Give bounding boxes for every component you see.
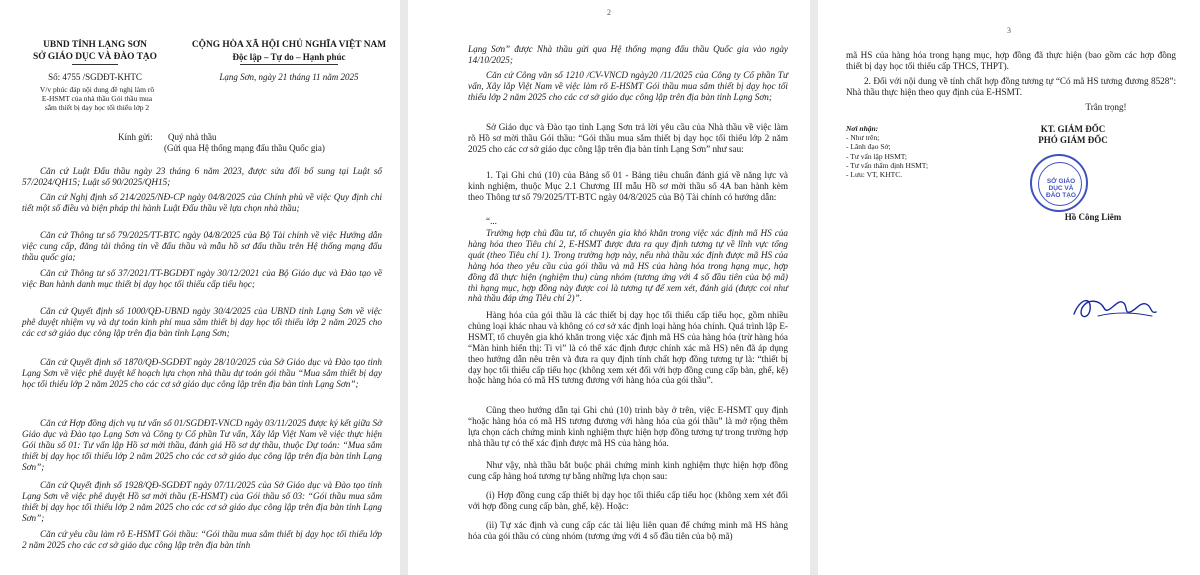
paragraph: Căn cứ Nghị định số 214/2025/NĐ-CP ngày 04/8/2025 của Chính phủ về việc Quy định chi tiết một số điều và biện pháp thi hành Luật Đấu thầu về lựa chọn nhà thầu;	[22, 192, 382, 213]
paragraph: Lạng Sơn” được Nhà thầu gửi qua Hệ thống mạng đấu thầu Quốc gia vào ngày 14/10/2025;	[468, 44, 788, 65]
paragraph: 2. Đối với nội dung về tính chất hợp đồng tương tự “Có mã HS tương đương 8528”: Nhà thầu thực hiện theo quy định của E-HSMT.	[846, 76, 1176, 97]
nation-underline	[240, 64, 338, 65]
paragraph: Như vậy, nhà thầu bắt buộc phải chứng minh kinh nghiệm thực hiện hợp đồng cung cấp hàng hoá tương tự bằng những lựa chọn sau:	[468, 460, 788, 481]
recipient-item: - Lãnh đạo Sở;	[846, 142, 891, 152]
recipient-item: - Lưu: VT, KHTC.	[846, 170, 903, 180]
paragraph: “...	[486, 216, 497, 226]
page-number: 3	[1007, 26, 1011, 35]
page-number: 2	[607, 8, 611, 17]
recipients-list	[846, 124, 1006, 179]
nation-line-1: CỘNG HÒA XÃ HỘI CHỦ NGHĨA VIỆT NAM	[191, 40, 387, 50]
recipient-label: Kính gửi:	[118, 132, 153, 142]
paragraph: Cũng theo hướng dẫn tại Ghi chú (10) trình bày ở trên, việc E-HSMT quy định “hoặc hàng hóa có mã HS tương đương với hàng hóa của gói thầu” là mở rộng thêm lựa chọn cách chứng minh kinh nghiệm thực hiện hợp đồng tương tự trong trường hợp nhà thầu tự có thể xác định được mã HS của hàng hóa.	[468, 405, 788, 448]
paragraph: Sở Giáo dục và Đào tạo tỉnh Lạng Sơn trả lời yêu cầu của Nhà thầu về việc làm rõ Hồ sơ mời thầu Gói thầu: “Gói thầu mua sắm thiết bị dạy học tối thiểu lớp 2 năm 2025 cho các cơ sở giáo dục công lập trên địa bàn tỉnh Lạng Sơn” như sau:	[468, 122, 788, 154]
paragraph: Căn cứ Quyết định số 1000/QĐ-UBND ngày 30/4/2025 của UBND tỉnh Lạng Sơn về việc phê duyệt nhiệm vụ và dự toán kinh phí mua sắm thiết bị dạy học tối thiểu lớp 2 năm 2025 cho các cơ sở giáo dục công lập trên địa bàn tỉnh Lạng Sơn;	[22, 306, 382, 338]
paragraph: Căn cứ Thông tư số 79/2025/TT-BTC ngày 04/8/2025 của Bộ Tài chính về việc Hướng dẫn việc cung cấp, đăng tải thông tin về đấu thầu và mẫu hồ sơ đấu thầu trên Hệ thống mạng đấu thầu quốc gia;	[22, 230, 382, 262]
document-page-2	[408, 0, 810, 575]
recipient-item: - Tư vấn thẩm định HSMT;	[846, 160, 929, 170]
official-stamp	[1030, 154, 1088, 212]
closing: Trân trọng!	[1085, 102, 1127, 112]
paragraph: Hàng hóa của gói thầu là các thiết bị dạy học tối thiểu cấp tiểu học, gồm nhiều chủng loại khác nhau và không có cơ sở xác định loại hàng hóa chính. Quá trình lập E-HSMT, tổ chuyên gia khó khăn trong việc xác định mã HS của hàng hóa (trừ hàng hóa “Màn hình hiển thị: Ti vi” là có thể xác định được chính xác mã HS) nên đã áp dụng theo hướng dẫn nêu trên và đưa ra quy định tính chất hợp đồng tương tự là: “thiết bị dạy học tối thiểu cấp tiểu học (không xem xét đối với hợp đồng cung cấp bàn, ghế, kệ) hoặc hàng hóa có mã HS tương đương với hàng hóa của gói thầu”.	[468, 310, 788, 386]
paragraph: (i) Hợp đồng cung cấp thiết bị dạy học tối thiểu cấp tiểu học (không xem xét đối với hợp đồng cung cấp bàn, ghế, kệ). Hoặc:	[468, 490, 788, 511]
document-page-3	[818, 0, 1200, 575]
paragraph: Căn cứ yêu cầu làm rõ E-HSMT Gói thầu: “Gói thầu mua sắm thiết bị dạy học tối thiểu lớp 2 năm 2025 cho các cơ sở giáo dục công lập trên địa bàn tỉnh	[22, 529, 382, 550]
signature-block	[988, 124, 1158, 244]
org-line-1: UBND TỈNH LẠNG SƠN	[43, 40, 147, 50]
sign-title-1: KT. GIÁM ĐỐC	[1040, 124, 1106, 134]
stamp-text: SỞ GIÁO DỤC VÀ ĐÀO TẠO	[1046, 178, 1076, 199]
org-line-2: SỞ GIÁO DỤC VÀ ĐÀO TẠO	[33, 52, 157, 62]
recipients-title: Nơi nhận:	[846, 124, 879, 133]
nation-line-2: Độc lập – Tự do – Hạnh phúc	[232, 52, 346, 62]
place-date: Lạng Sơn, ngày 21 tháng 11 năm 2025	[219, 72, 359, 82]
recipient-item: - Tư vấn lập HSMT;	[846, 151, 908, 161]
recipient-item: - Như trên;	[846, 133, 880, 143]
paragraph: Căn cứ Quyết định số 1928/QĐ-SGDĐT ngày 07/11/2025 của Sở Giáo dục và Đào tạo tỉnh Lạng Sơn về việc phê duyệt Hồ sơ mời thầu (E-HSMT) của Gói thầu số 03: “Gói thầu mua sắm thiết bị dạy học tối thiểu lớp 2 năm 2025 cho các cơ sở giáo dục công lập trên địa bàn tỉnh Lạng Sơn”;	[22, 480, 382, 523]
paragraph: mã HS của hàng hóa trong hạng mục, hợp đồng đã thực hiện (bao gồm các hợp đồng thiết bị dạy học tối thiểu cấp THCS, THPT).	[846, 50, 1176, 71]
paragraph: 1. Tại Ghi chú (10) của Bảng số 01 - Bảng tiêu chuẩn đánh giá về năng lực và kinh nghiệm, thuộc Mục 2.1 Chương III mẫu Hồ sơ mời thầu số 4A ban hành kèm theo Thông tư số 79/2025/TT-BTC ngày 04/8/2025 của Bộ Tài chính có hướng dẫn:	[468, 170, 788, 202]
signer-name: Hồ Công Liêm	[1064, 212, 1122, 222]
recipient-note: (Gửi qua Hệ thống mạng đấu thầu Quốc gia)	[164, 143, 325, 153]
recipient-name: Quý nhà thầu	[168, 132, 217, 142]
quoted-guidance: Trường hợp chủ đầu tư, tổ chuyên gia khó khăn trong việc xác định mã HS của hàng hóa theo Tiêu chí 2, E-HSMT được đưa ra quy định tương tự về lĩnh vực tổng quát (theo Tiêu chí 1). Trong trường hợp này, nếu nhà thầu xác định được mã HS của hàng hóa theo yêu cầu của gói thầu và mã HS của hàng hóa trong hạng mục, hợp đồng đã thực hiện (nghiệm thu) cùng nhóm (tương ứng với 4 số đầu tiên của bộ mã) thì hạng mục, hợp đồng này được coi là tương tự để xem xét, đánh giá (được coi như nhà thầu đáp ứng Tiêu chí 2)”.	[468, 228, 788, 304]
org-underline	[72, 64, 118, 65]
paragraph: Căn cứ Luật Đấu thầu ngày 23 tháng 6 năm 2023, được sửa đổi bổ sung tại Luật số 57/2024/QH15; Luật số 90/2025/QH15;	[22, 166, 382, 187]
sign-title-2: PHÓ GIÁM ĐỐC	[1038, 135, 1108, 145]
document-page-1	[0, 0, 400, 575]
paragraph: Căn cứ Quyết định số 1870/QĐ-SGDĐT ngày 28/10/2025 của Sở Giáo dục và Đào tạo tỉnh Lạng Sơn về việc phê duyệt kế hoạch lựa chọn nhà thầu dự toán gói thầu “Mua sắm thiết bị dạy học tối thiểu lớp 2 năm 2025 cho các cơ sở giáo dục công lập trên địa bàn tỉnh Lạng Sơn”;	[22, 357, 382, 389]
doc-subject: V/v phúc đáp nội dung đề nghị làm rõ E-HSMT của nhà thầu Gói thầu mua sắm thiết bị dạy học tối thiểu lớp 2	[39, 85, 155, 112]
doc-number: Số: 4755 /SGDĐT-KHTC	[48, 72, 142, 82]
paragraph: Căn cứ Hợp đồng dịch vụ tư vấn số 01/SGDĐT-VNCD ngày 03/11/2025 được ký kết giữa Sở Giáo dục và Đào tạo Lạng Sơn và Công ty Cổ phần Tư vấn, Xây lắp Việt Nam về việc thực hiện Gói thầu số 01: Tư vấn lập Hồ sơ mời thầu, đánh giá Hồ sơ dự thầu, thuộc Dự toán: “Mua sắm thiết bị dạy học tối thiểu lớp 2 năm 2025 cho các cơ sở giáo dục công lập trên địa bàn tỉnh Lạng Sơn”;	[22, 418, 382, 472]
paragraph: (ii) Tự xác định và cung cấp các tài liệu liên quan để chứng minh mã HS hàng hóa của gói thầu có cùng nhóm (tương ứng với 4 số đầu tiên của bộ mã)	[468, 520, 788, 541]
paragraph: Căn cứ Công văn số 1210 /CV-VNCD ngày20 /11/2025 của Công ty Cổ phần Tư vấn, Xây lắp Việt Nam về việc làm rõ E-HSMT Gói thầu mua sắm thiết bị dạy học tối thiểu lớp 2 năm 2025 cho các cơ sở giáo dục công lập trên địa bàn tỉnh Lạng Sơn;	[468, 70, 788, 102]
handwritten-signature	[1070, 290, 1160, 324]
paragraph: Căn cứ Thông tư số 37/2021/TT-BGDĐT ngày 30/12/2021 của Bộ Giáo dục và Đào tạo về việc Ban hành danh mục thiết bị dạy học tối thiểu cấp tiểu học;	[22, 268, 382, 289]
